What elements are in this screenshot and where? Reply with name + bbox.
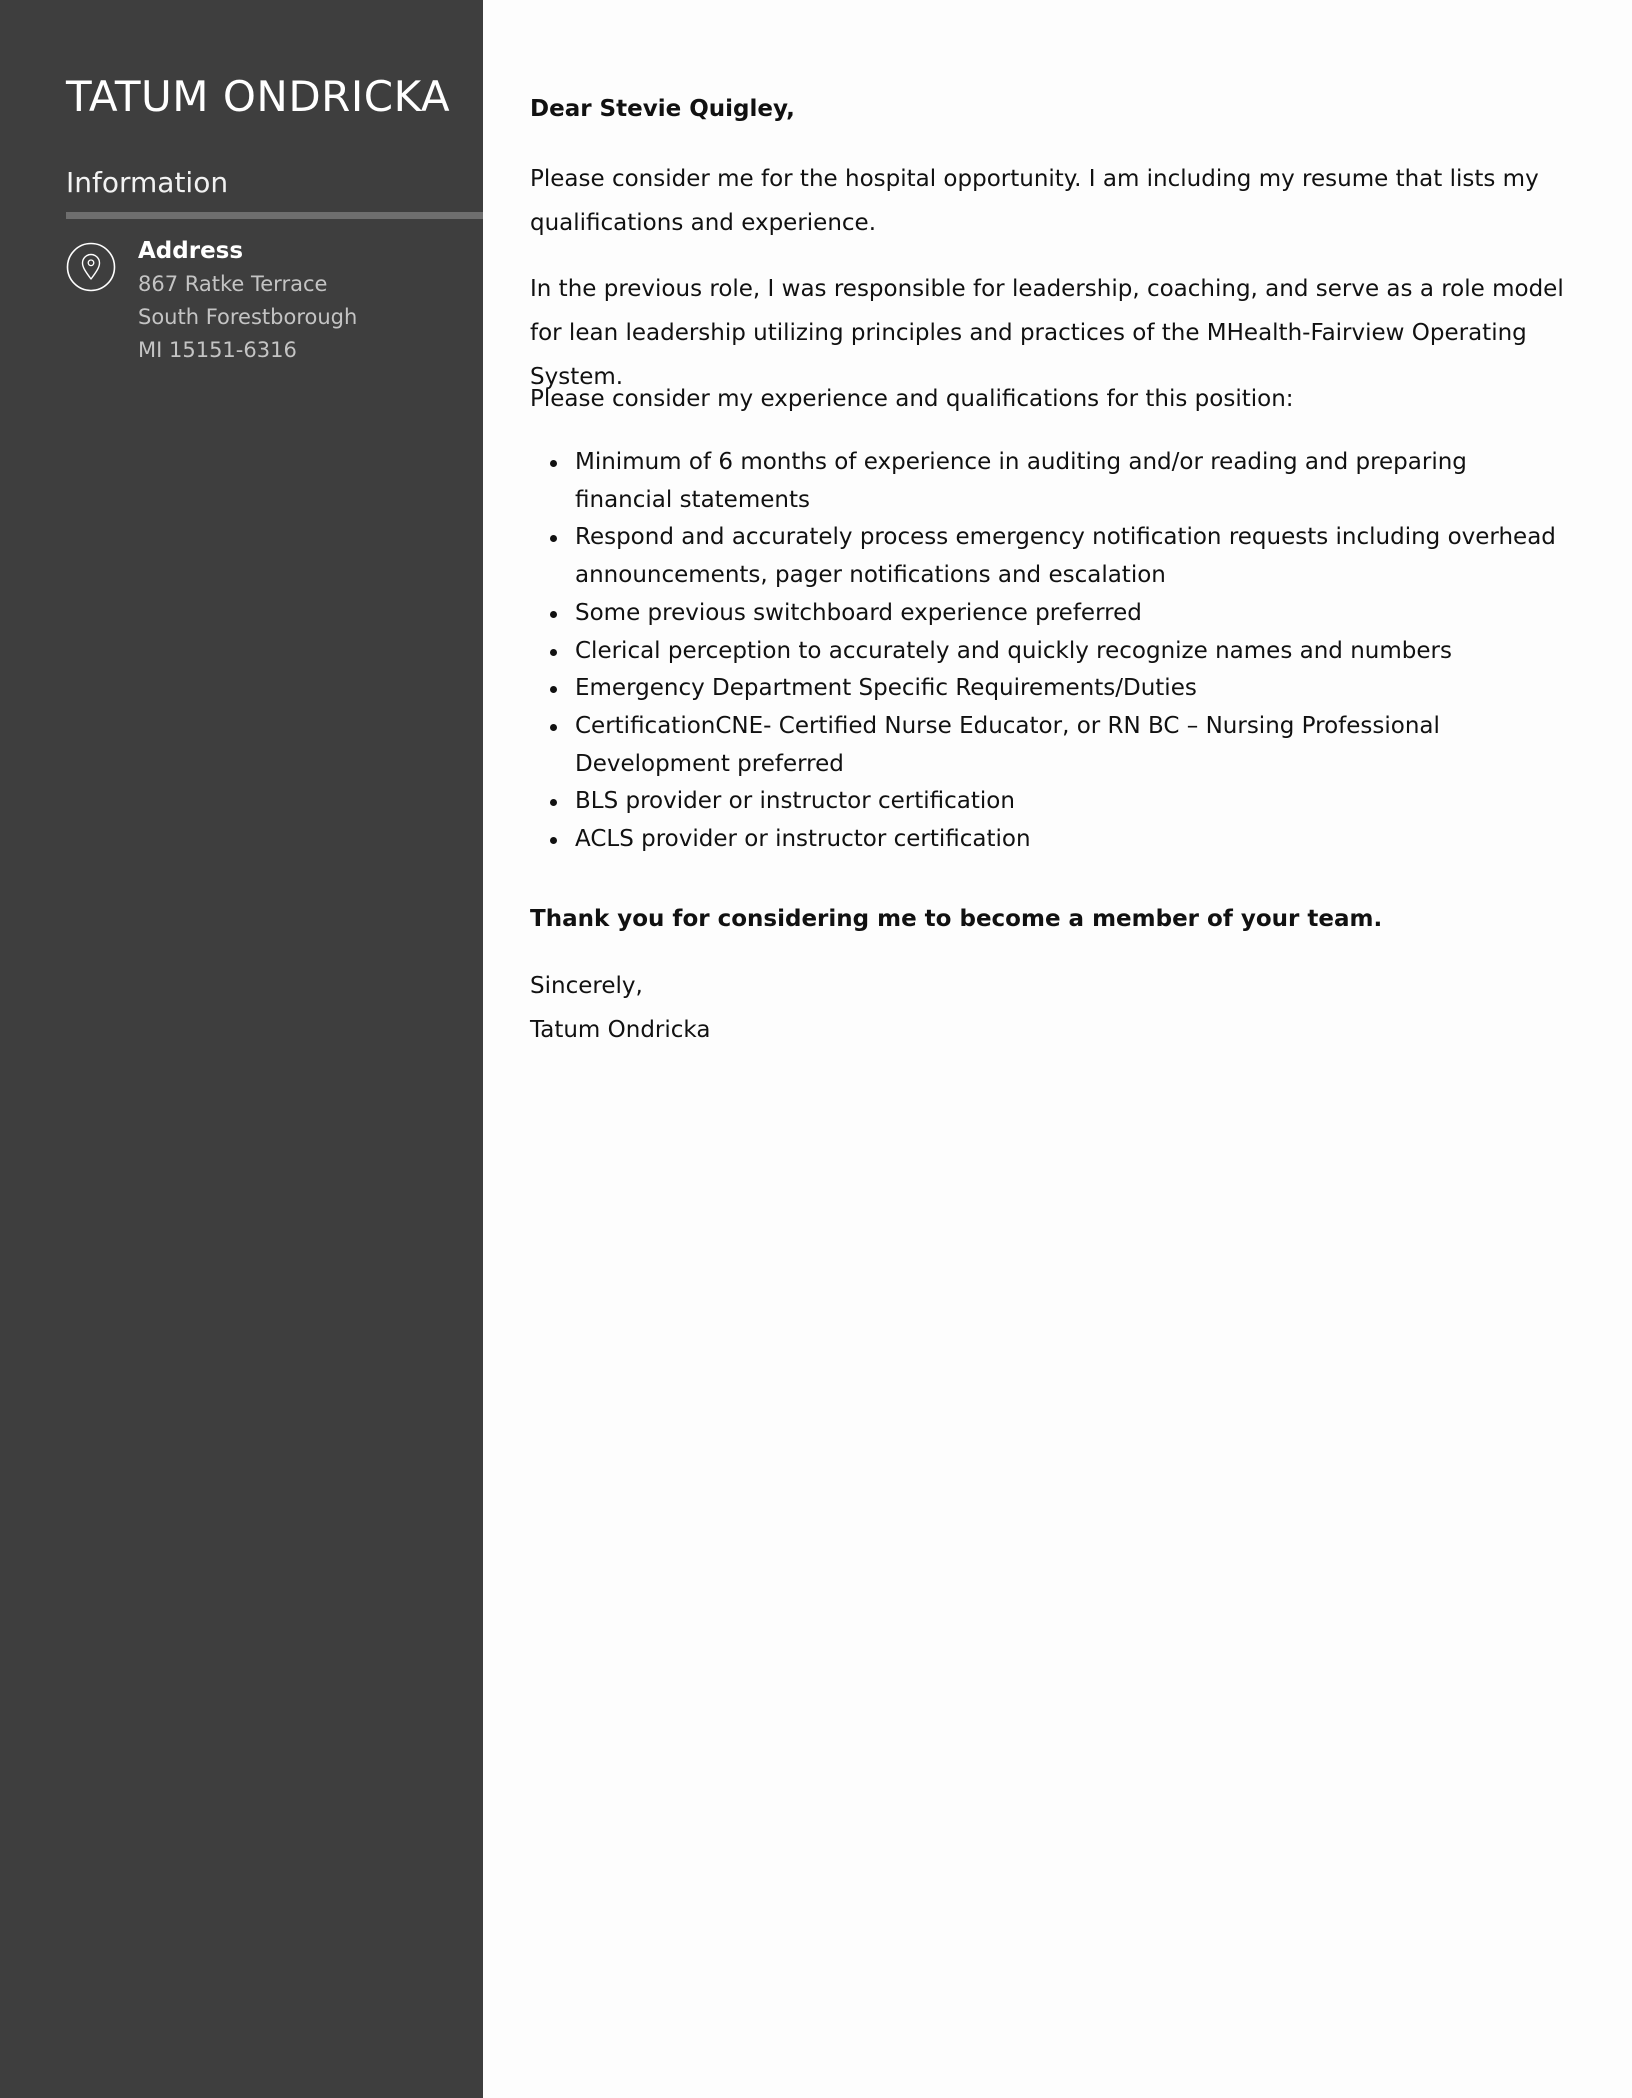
- list-item: ACLS provider or instructor certification: [575, 821, 1570, 859]
- intro-paragraph: Please consider me for the hospital opportunity. I am including my resume that lists my qualifications and experience.: [530, 166, 1539, 236]
- signoff: Sincerely,: [530, 973, 643, 999]
- salutation: Dear Stevie Quigley,: [530, 96, 795, 122]
- address-city: South Forestborough: [138, 305, 358, 329]
- list-item: Respond and accurately process emergency notification requests including overhead announcements, pager notifications and escalation: [575, 519, 1570, 594]
- address-state-zip: MI 15151-6316: [138, 338, 297, 362]
- list-item: Some previous switchboard experience preferred: [575, 595, 1570, 633]
- experience-paragraph: In the previous role, I was responsible for leadership, coaching, and serve as a role model for lean leadership utilizing principles and practices of the MHealth-Fairview Operating System.: [530, 276, 1564, 390]
- list-item: Clerical perception to accurately and quickly recognize names and numbers: [575, 633, 1570, 671]
- requirements-list: [530, 444, 1570, 859]
- list-item: CertificationCNE- Certified Nurse Educator, or RN BC – Nursing Professional Development preferred: [575, 708, 1570, 783]
- list-item: Emergency Department Specific Requirements/Duties: [575, 670, 1570, 708]
- sidebar: [0, 0, 483, 2098]
- qualifications-intro: Please consider my experience and qualifications for this position:: [530, 386, 1294, 412]
- section-divider: [66, 212, 483, 219]
- address-street: 867 Ratke Terrace: [138, 272, 328, 296]
- location-pin-icon: [66, 242, 116, 292]
- address-label: Address: [138, 238, 244, 264]
- list-item: BLS provider or instructor certification: [575, 783, 1570, 821]
- list-item: Minimum of 6 months of experience in auditing and/or reading and preparing financial statements: [575, 444, 1570, 519]
- information-heading: Information: [66, 166, 229, 199]
- signature-name: Tatum Ondricka: [530, 1017, 711, 1043]
- applicant-name: TATUM ONDRICKA: [66, 72, 451, 121]
- closing-line: Thank you for considering me to become a member of your team.: [530, 906, 1383, 932]
